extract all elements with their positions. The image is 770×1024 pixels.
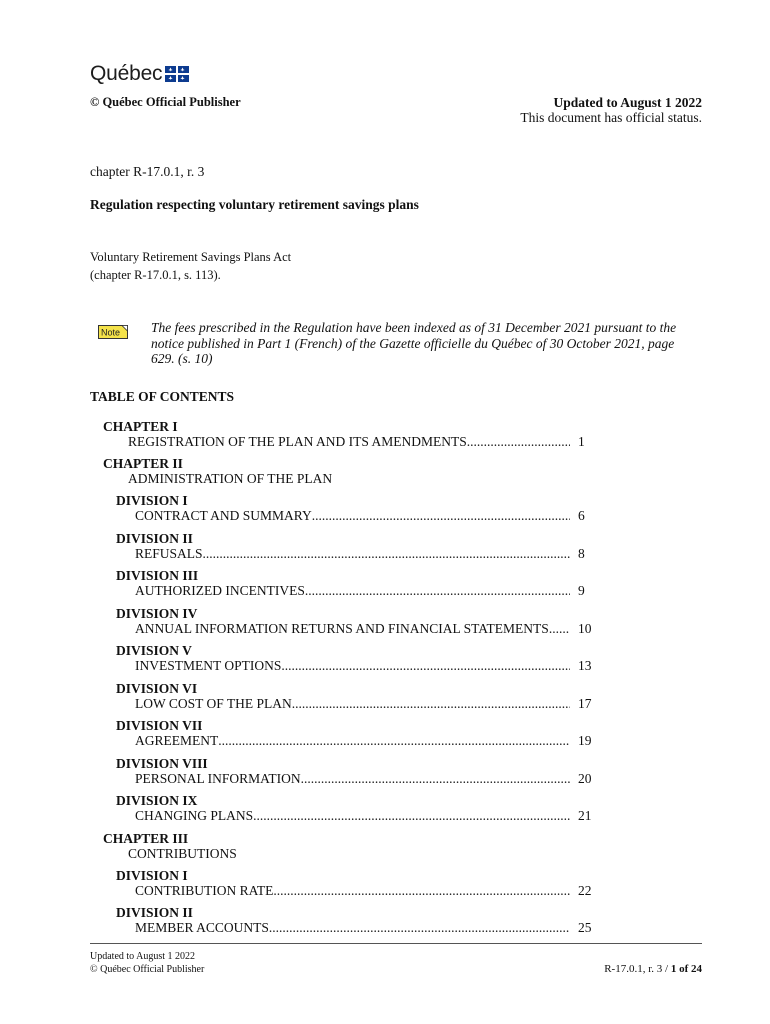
toc-division-title-text: MEMBER ACCOUNTS (135, 920, 269, 935)
enabling-act-citation: (chapter R-17.0.1, s. 113). (90, 268, 221, 282)
toc-division-title-page: 13 (578, 658, 592, 673)
toc-division-title-page: 6 (578, 508, 585, 523)
quebec-logo (90, 62, 189, 86)
toc-chapter-title (128, 471, 628, 487)
official-status: This document has official status. (520, 110, 702, 125)
toc-chapter-label: CHAPTER I (103, 419, 178, 434)
dot-leader (273, 883, 570, 899)
fleur-de-lis-flag-icon (165, 66, 189, 82)
toc-chapter-title-text: CONTRIBUTIONS (128, 845, 237, 861)
copyright-publisher: © Québec Official Publisher (90, 95, 241, 109)
toc-division-label: DIVISION III (116, 568, 199, 583)
toc-division-title (135, 696, 570, 712)
dot-leader (301, 771, 570, 787)
toc-division-title-page: 17 (578, 695, 592, 711)
toc-heading: TABLE OF CONTENTS (90, 389, 235, 404)
toc-division-label: DIVISION II (116, 905, 193, 920)
toc-division-title (135, 920, 570, 936)
toc-chapter-label: CHAPTER III (103, 830, 189, 846)
toc-division-label: DIVISION V (116, 643, 192, 658)
toc-division-label: DIVISION IV (116, 605, 198, 621)
note-text: The fees prescribed in the Regulation have been indexed as of 31 December 2021 pursuant to the notice published in Part 1 (French) of the Gazette officielle du Québec of 30 October 2021, page 629. (s. 10) (151, 320, 677, 366)
toc-division-title (135, 658, 570, 674)
toc-division-label: DIVISION IX (116, 793, 198, 808)
toc-division-title-text: PERSONAL INFORMATION (135, 770, 301, 786)
toc-division-title-page: 25 (578, 920, 592, 935)
toc-division-title-text: AGREEMENT (135, 733, 219, 748)
toc-division-title (135, 883, 570, 899)
toc-chapter-title (128, 846, 628, 862)
regulation-title: Regulation respecting voluntary retirement savings plans (90, 197, 419, 212)
logo-wordmark: Québec (90, 62, 163, 85)
toc-division-label: DIVISION I (116, 867, 188, 883)
footer-page-ref (604, 963, 702, 975)
footer-page-count: 1 of 24 (670, 963, 702, 975)
toc-division-title-text: CONTRIBUTION RATE (135, 882, 274, 898)
dot-leader (305, 583, 570, 599)
note-icon-label: Note (101, 327, 121, 338)
toc-division-title-page: 9 (578, 583, 585, 598)
dot-leader (467, 434, 570, 450)
dot-leader (218, 733, 570, 749)
toc-division-title-page: 10 (578, 620, 592, 636)
toc-division-title-text: INVESTMENT OPTIONS (135, 658, 282, 673)
toc-division-title (135, 771, 570, 787)
toc-division-title-page: 21 (578, 808, 592, 823)
dot-leader (281, 658, 570, 674)
toc-division-title (135, 508, 570, 524)
toc-division-label: DIVISION II (116, 530, 193, 546)
toc-division-title (135, 733, 570, 749)
dot-leader (253, 808, 570, 824)
toc-division-title-text: LOW COST OF THE PLAN (135, 695, 292, 711)
toc-division-label: DIVISION VI (116, 680, 198, 696)
toc-division-label: DIVISION I (116, 493, 188, 508)
toc-division-label: DIVISION VIII (116, 755, 208, 771)
chapter-reference: chapter R-17.0.1, r. 3 (90, 164, 205, 179)
toc-division-title-page: 19 (578, 733, 592, 748)
toc-division-title-text: CONTRACT AND SUMMARY (135, 508, 312, 523)
enabling-act (90, 248, 291, 284)
toc-division-title-page: 20 (578, 770, 592, 786)
toc-chapter-title-text: ADMINISTRATION OF THE PLAN (128, 471, 333, 486)
toc-chapter-label: CHAPTER II (103, 456, 183, 471)
toc-division-title (135, 583, 570, 599)
footer-divider (90, 943, 702, 944)
toc-division-title-page: 8 (578, 545, 585, 561)
dot-leader (292, 696, 570, 712)
dot-leader (549, 621, 570, 637)
enabling-act-name: Voluntary Retirement Savings Plans Act (90, 250, 292, 264)
footer-ref: R-17.0.1, r. 3 / (604, 963, 671, 975)
toc-division-title-text: REFUSALS (135, 545, 203, 561)
toc-division-label: DIVISION VII (116, 718, 203, 733)
toc-division-title (135, 621, 570, 637)
footer-updated: Updated to August 1 2022 (90, 951, 195, 962)
note-icon (98, 325, 128, 339)
toc-chapter-title-page: 1 (578, 434, 585, 449)
toc-division-title-text: CHANGING PLANS (135, 808, 254, 823)
dot-leader (312, 508, 570, 524)
updated-date: Updated to August 1 2022 (553, 95, 702, 110)
dot-leader (203, 546, 570, 562)
toc-division-title-text: AUTHORIZED INCENTIVES (135, 583, 305, 598)
update-status (520, 95, 702, 125)
toc-chapter-title-text: REGISTRATION OF THE PLAN AND ITS AMENDMENTS (128, 434, 467, 449)
toc-division-title-text: ANNUAL INFORMATION RETURNS AND FINANCIAL STATEMENTS (135, 620, 549, 636)
footer-publisher: © Québec Official Publisher (90, 964, 205, 975)
toc-division-title-page: 22 (578, 882, 592, 898)
toc-division-title (135, 546, 570, 562)
toc-chapter-title (128, 434, 570, 450)
footer-left (90, 950, 204, 976)
toc-division-title (135, 808, 570, 824)
dot-leader (269, 920, 570, 936)
